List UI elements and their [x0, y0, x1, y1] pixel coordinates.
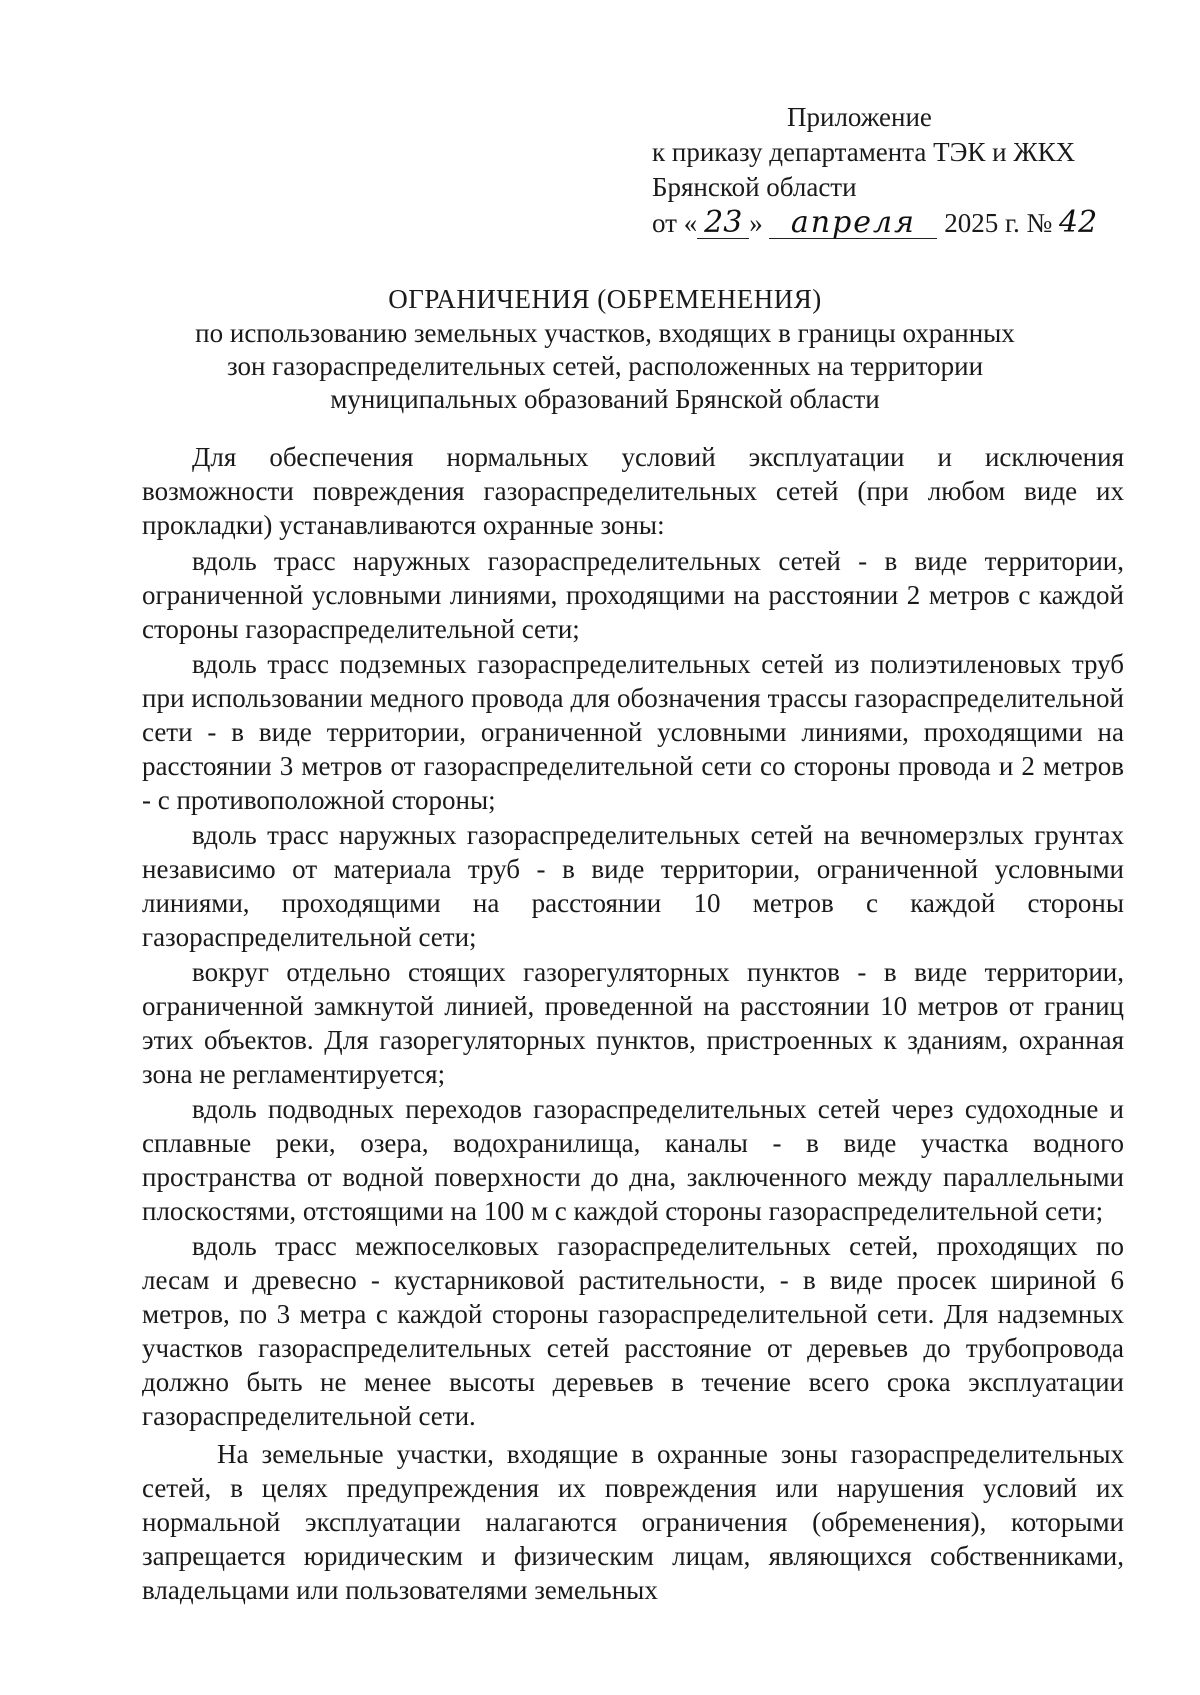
- title-line-4: муниципальных образований Брянской области: [330, 384, 880, 414]
- paragraph-zone-regulator-points: вокруг отдельно стоящих газорегуляторных пунктов - в виде территории, ограниченной замкнутой линией, проведенной на расстоянии 10 метров от границ этих объектов. Для газорегуляторных пунктов, пристроенных к зданиям, охранная зона не регламентируется;: [142, 957, 1124, 1089]
- appendix-order-ref: к приказу департамента ТЭК и ЖКХ: [652, 137, 1076, 167]
- paragraph-zone-underground-pe: вдоль трасс подземных газораспределительных сетей из полиэтиленовых труб при использовании медного провода для обозначения трассы газораспределительной сети - в виде территории, ограниченной условными линиями, проходящими на расстоянии 3 метров от газораспределительной сети со стороны провода и 2 метров - с противоположной стороны;: [142, 649, 1124, 815]
- paragraph-restrictions: На земельные участки, входящие в охранные зоны газораспределительных сетей, в целях предупреждения их повреждения или нарушения условий их нормальной эксплуатации налагаются ограничения (обременения), которыми запрещается юридическим и физическим лицам, являющихся собственниками, владельцами или пользователями земельных: [142, 1439, 1124, 1605]
- appendix-date-line: [652, 205, 1097, 241]
- paragraph-zone-underwater: вдоль подводных переходов газораспределительных сетей через судоходные и сплавные реки, озера, водохранилища, каналы - в виде участка водного пространства от водной поверхности до дна, заключенного между параллельными плоскостями, отстоящими на 100 м с каждой стороны газораспределительной сети;: [142, 1094, 1124, 1226]
- appendix-title: Приложение: [787, 102, 932, 132]
- appendix-header: [652, 100, 1097, 241]
- date-prefix: от «: [652, 208, 698, 238]
- handwritten-day: 23: [697, 208, 749, 239]
- title-line-2: по использованию земельных участков, входящих в границы охранных: [195, 318, 1015, 348]
- paragraph-intro: Для обеспечения нормальных условий эксплуатации и исключения возможности повреждения газораспределительных сетей (при любом виде их прокладки) устанавливаются охранные зоны:: [142, 442, 1124, 540]
- handwritten-month: апреля: [769, 208, 937, 239]
- document-body: [142, 440, 1124, 1608]
- handwritten-order-number: 42: [1059, 205, 1098, 240]
- paragraph-zone-external: вдоль трасс наружных газораспределительных сетей - в виде территории, ограниченной условными линиями, проходящими на расстоянии 2 метров с каждой стороны газораспределительной сети;: [142, 546, 1124, 644]
- title-main: ОГРАНИЧЕНИЯ (ОБРЕМЕНЕНИЯ): [388, 284, 822, 314]
- paragraph-zone-forest: вдоль трасс межпоселковых газораспределительных сетей, проходящих по лесам и древесно - кустарниковой растительности, - в виде просек шириной 6 метров, по 3 метра с каждой стороны газораспределительной сети. Для надземных участков газораспределительных сетей расстояние от деревьев до трубопровода должно быть не менее высоты деревьев в течение всего срока эксплуатации газораспределительной сети.: [142, 1231, 1124, 1431]
- document-title: [145, 283, 1065, 416]
- date-year-number: 2025 г. №: [944, 208, 1053, 238]
- date-quote-close: »: [749, 208, 763, 238]
- appendix-region: Брянской области: [652, 172, 857, 202]
- title-line-3: зон газораспределительных сетей, расположенных на территории: [226, 351, 984, 381]
- paragraph-zone-permafrost: вдоль трасс наружных газораспределительных сетей на вечномерзлых грунтах независимо от материала труб - в виде территории, ограниченной условными линиями, проходящими на расстоянии 10 метров с каждой стороны газораспределительной сети;: [142, 820, 1124, 952]
